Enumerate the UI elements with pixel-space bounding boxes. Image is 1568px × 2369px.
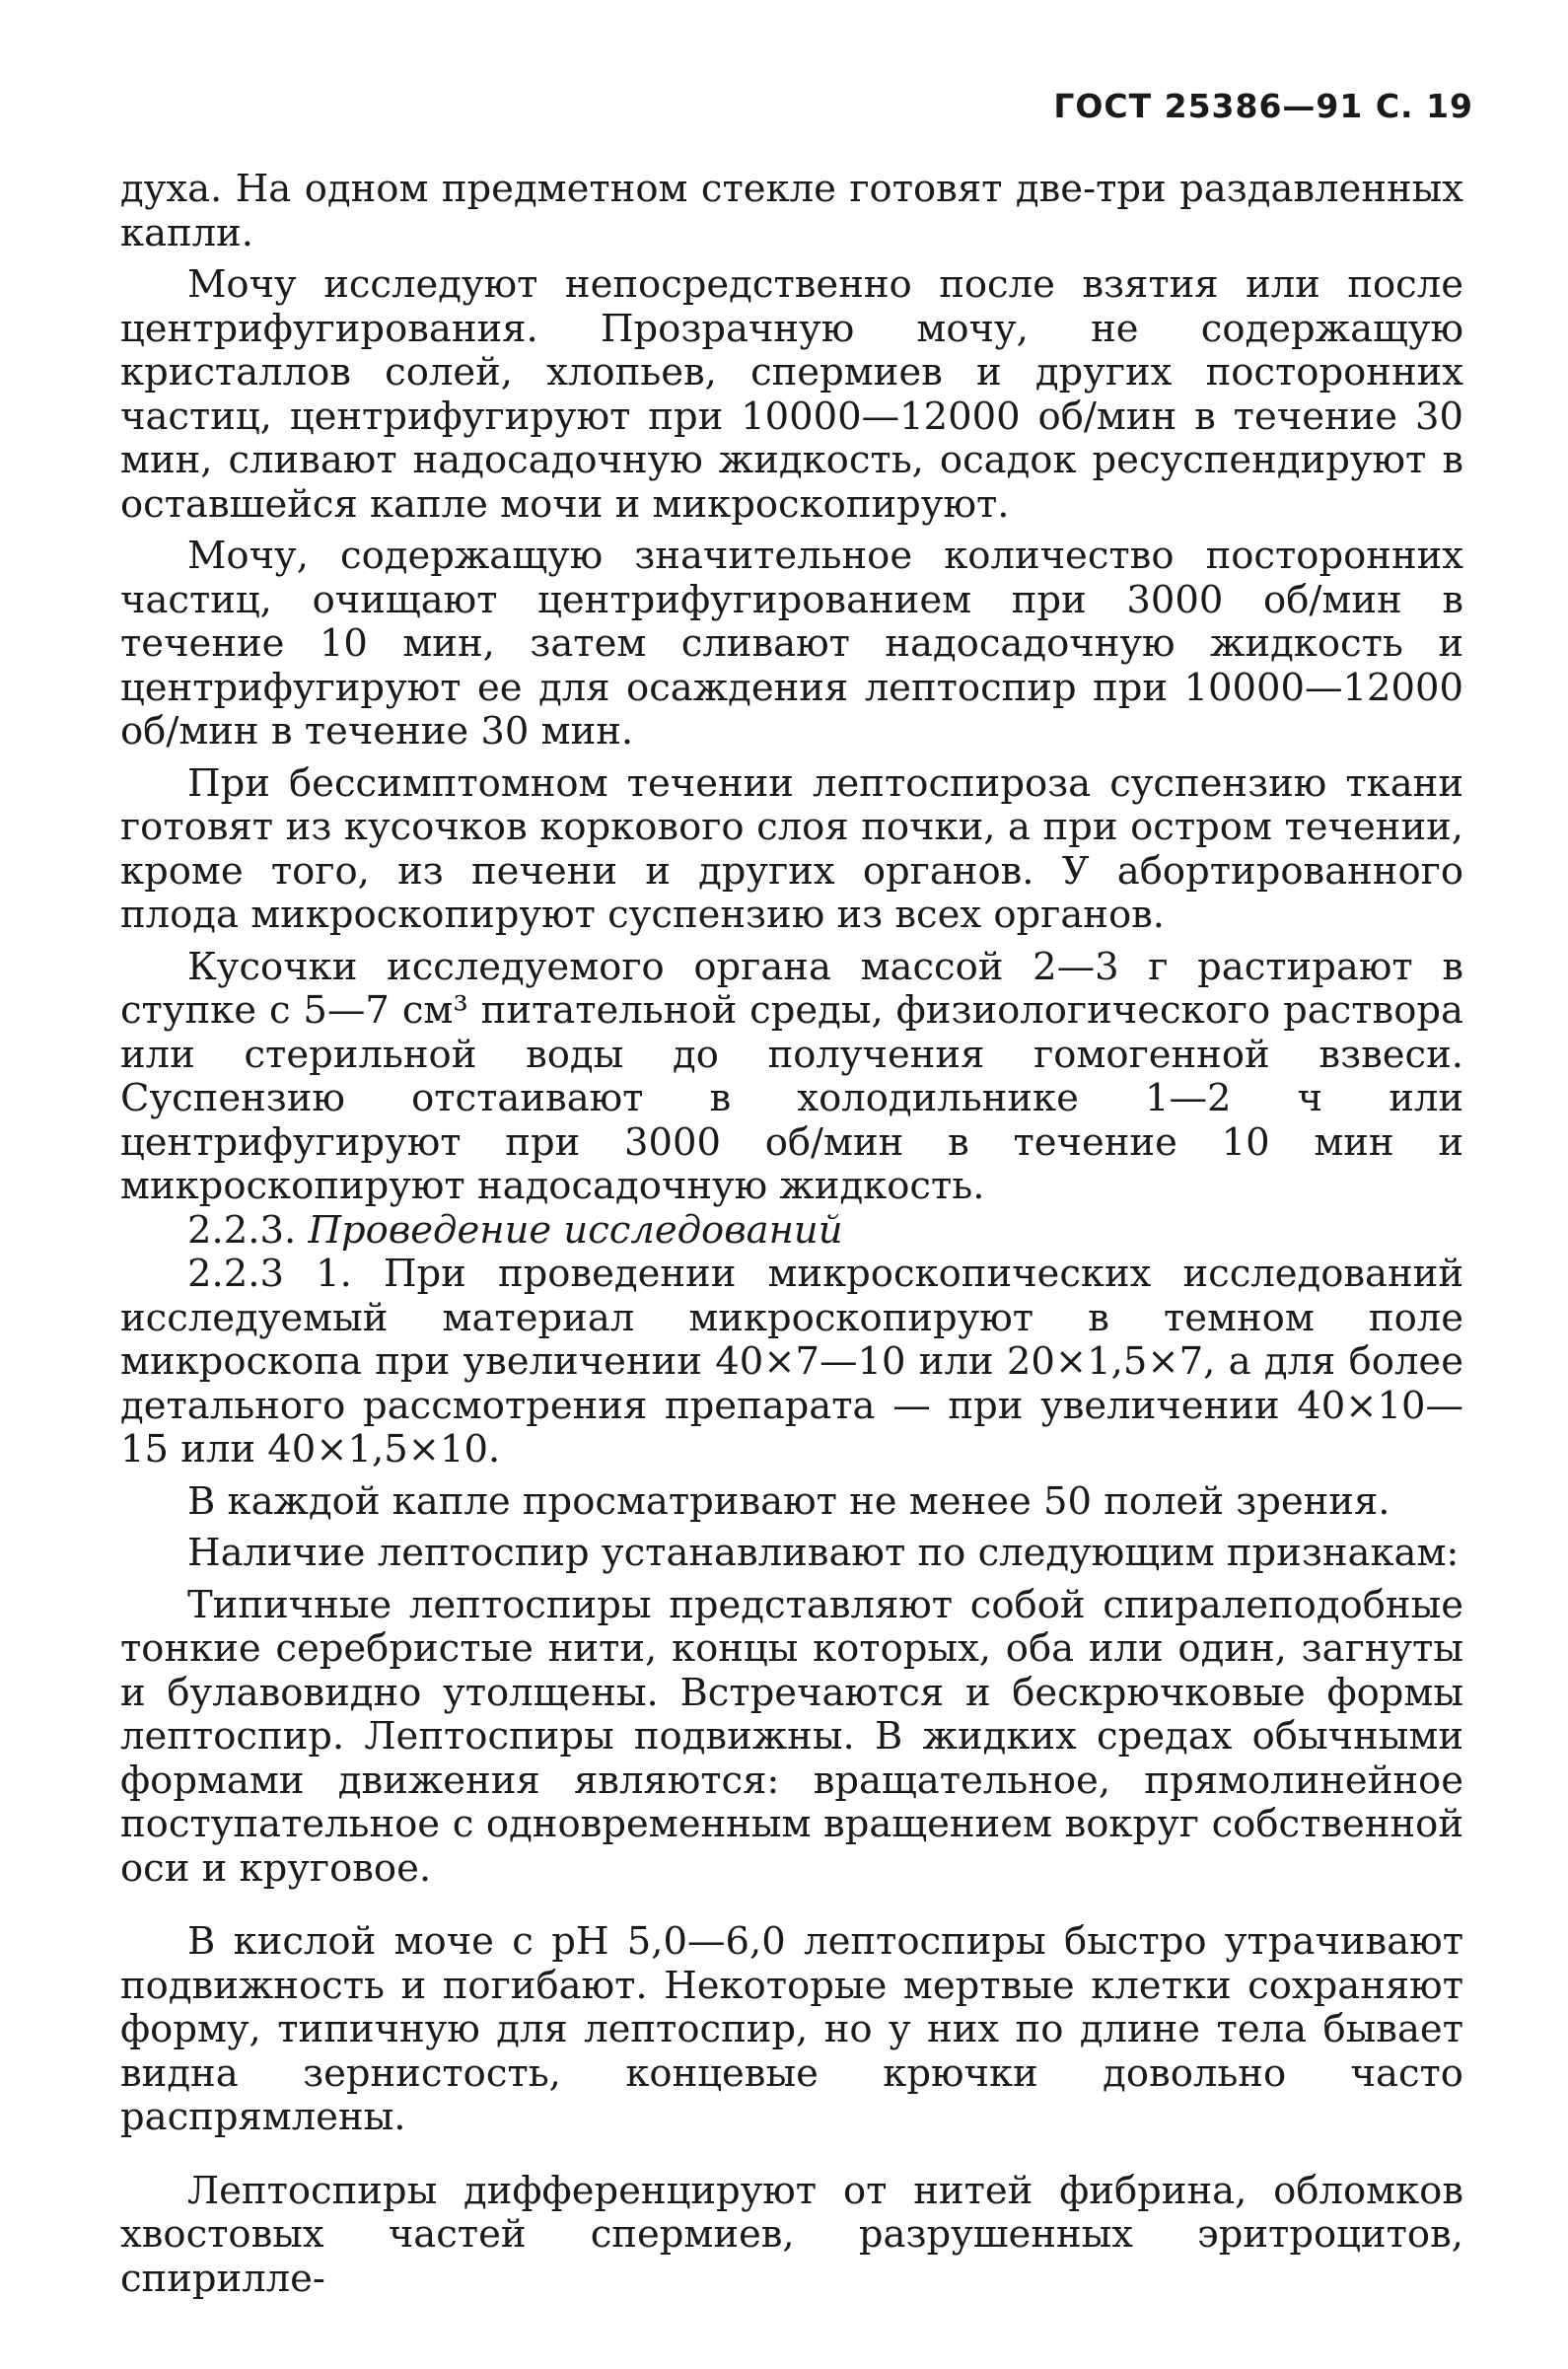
paragraph-acid-urine: В кислой моче с pH 5,0—6,0 лептоспиры быстро утрачивают подвижность и погибают. Некоторые мертвые клетки сохраняют форму, типичную для лептоспир, но у них по длине тела бывает видна зернистость, концевые крючки довольно часто распрямлены. (120, 1919, 1463, 2139)
paragraph-microscopy: 2.2.3 1. При проведении микроскопических исследований исследуемый материал микроскопируют в темном поле микроскопа при увеличении 40×7—10 или 20×1,5×7, а для более детального рассмотрения препарата — при увеличении 40×10—15 или 40×1,5×10. (120, 1252, 1463, 1472)
section-number: 2.2.3. (187, 1207, 297, 1253)
running-header: ГОСТ 25386—91 С. 19 (1053, 87, 1473, 125)
body-text (120, 168, 1463, 2301)
paragraph-urine: Мочу исследуют непосредственно после взятия или после центрифугирования. Прозрачную мочу, не содержащую кристаллов солей, хлопьев, спермиев и других посторонних частиц, центрифугируют при 10000—12000 об/мин в течение 30 мин, сливают надосадочную жидкость, осадок ресуспендируют в оставшейся капле мочи и микроскопируют. (120, 262, 1463, 527)
paragraph-typical: Типичные лептоспиры представляют собой спиралеподобные тонкие серебристые нити, концы которых, оба или один, загнуты и булавовидно утолщены. Встречаются и бескрючковые формы лептоспир. Лептоспиры подвижны. В жидких средах обычными формами движения являются: вращательное, прямолинейное поступательное с одновременным вращением вокруг собственной оси и круговое. (120, 1582, 1463, 1891)
paragraph-fields: В каждой капле просматривают не менее 50 полей зрения. (187, 1478, 1390, 1524)
paragraph-urine-particles: Мочу, содержащую значительное количество посторонних частиц, очищают центрифугированием при 3000 об/мин в течение 10 мин, затем сливают надосадочную жидкость и центрифугируют ее для осаждения лептоспир при 10000—12000 об/мин в течение 30 мин. (120, 534, 1463, 754)
paragraph-tissue: При бессимптомном течении лептоспироза суспензию ткани готовят из кусочков коркового слоя почки, а при остром течении, кроме того, из печени и других органов. У абортированного плода микроскопируют суспензию из всех органов. (120, 760, 1463, 937)
paragraph-differentiation: Лептоспиры дифференцируют от нитей фибрина, обломков хвостовых частей спермиев, разрушенных эритроцитов, спирилле- (120, 2168, 1463, 2301)
section-heading (120, 1209, 1463, 1254)
paragraph-continuation: духа. На одном предметном стекле готовят две-три раздавленных капли. (120, 167, 1463, 255)
section-title: Проведение исследований (308, 1207, 843, 1253)
paragraph-organ-pieces: Кусочки исследуемого органа массой 2—3 г растирают в ступке с 5—7 см³ питательной среды, физиологического раствора или стерильной воды до получения гомогенной взвеси. Суспензию отстаивают в холодильнике 1—2 ч или центрифугируют при 3000 об/мин в течение 10 мин и микроскопируют надосадочную жидкость. (120, 944, 1463, 1208)
paragraph-signs: Наличие лептоспир устанавливают по следующим признакам: (187, 1531, 1460, 1575)
